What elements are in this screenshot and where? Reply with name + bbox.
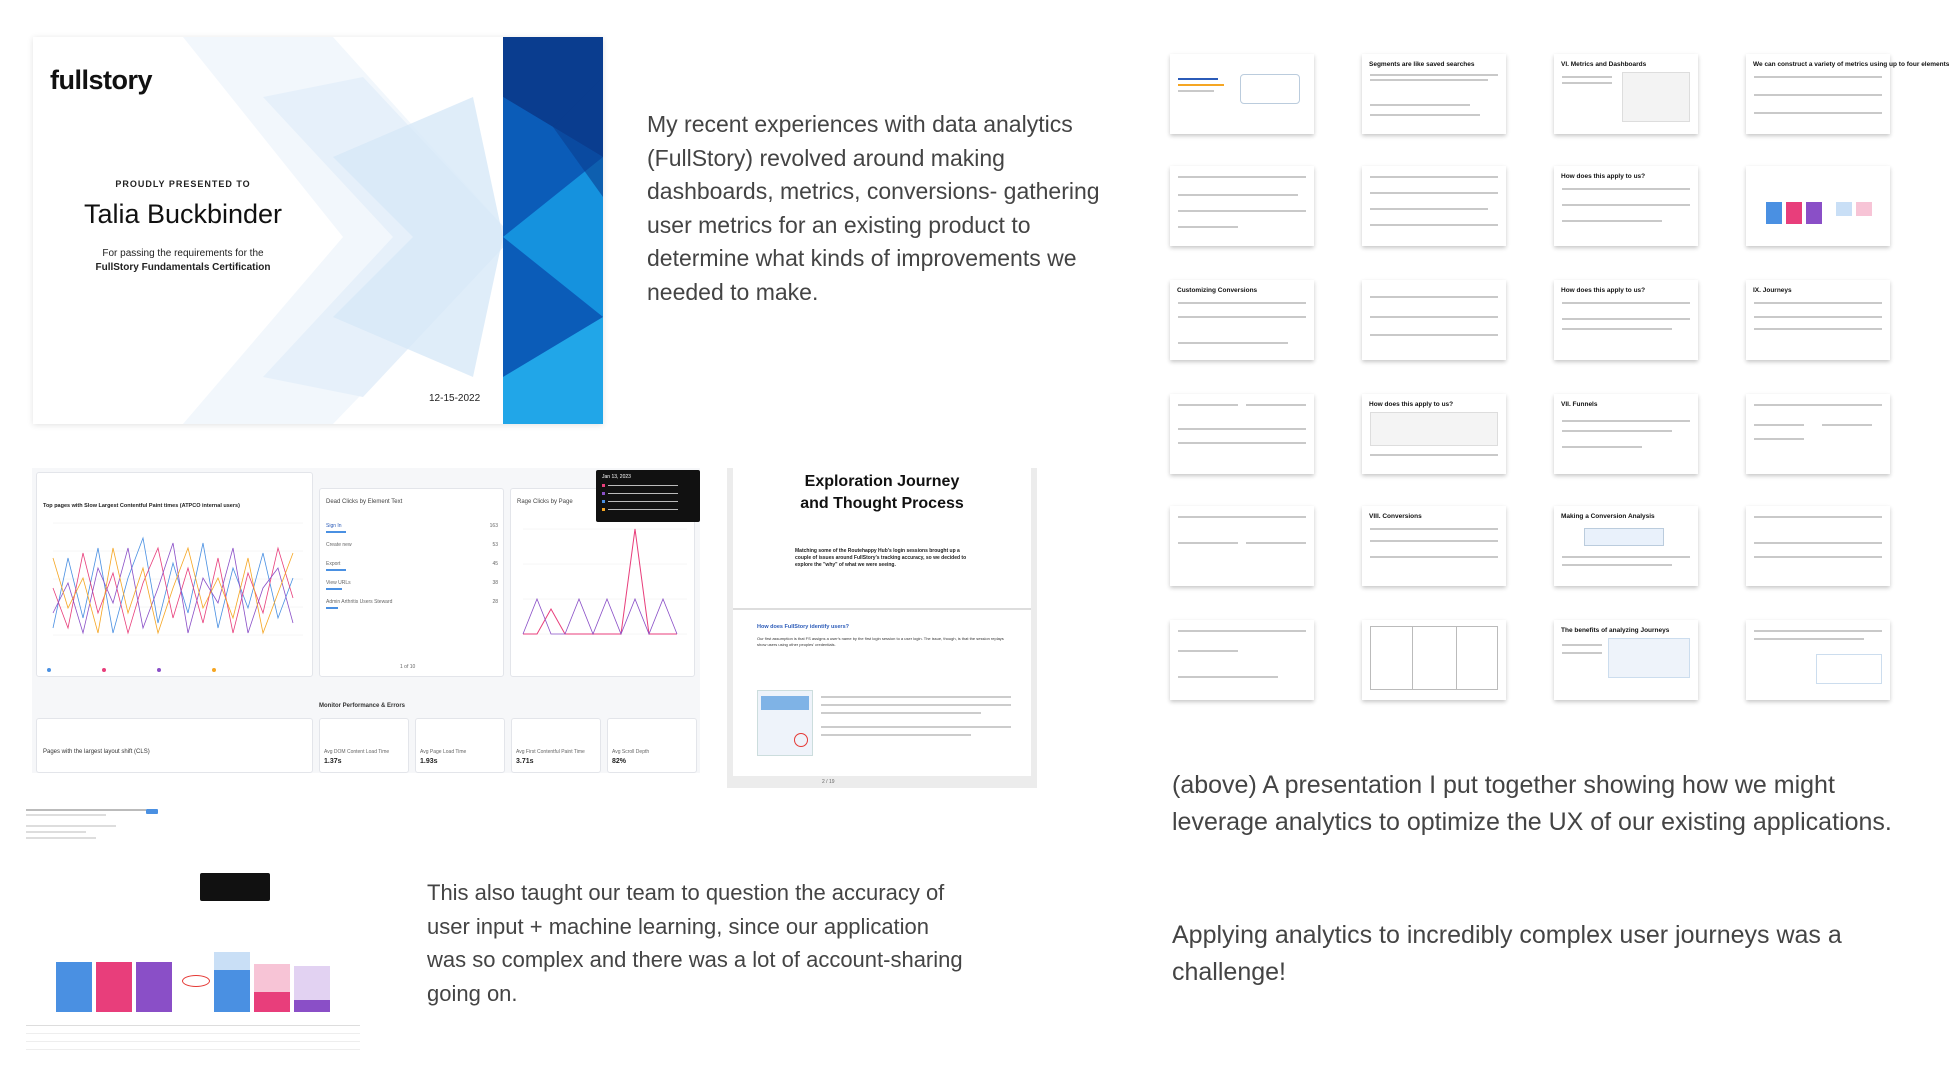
slide-thumbnail[interactable]: How does this apply to us? <box>1362 394 1506 474</box>
dead-click-row: Create new 53 <box>326 542 498 548</box>
rage-clicks-title: Rage Clicks by Page <box>517 499 573 505</box>
slide-question: How does FullStory identify users? <box>757 624 849 630</box>
dead-clicks-list <box>326 523 498 618</box>
lcp-line-chart <box>43 518 308 668</box>
challenge-text: Applying analytics to incredibly complex user journeys was a challenge! <box>1172 921 1842 986</box>
slide-thumbnail[interactable]: IX. Journeys <box>1746 280 1890 360</box>
slide-screenshot <box>757 690 813 756</box>
lcp-legend <box>47 668 307 672</box>
dead-clicks-card <box>319 488 504 677</box>
slide-thumbnail[interactable] <box>1746 620 1890 700</box>
exploration-slide <box>727 468 1037 788</box>
slide-thumbnail[interactable]: How does this apply to us? <box>1554 280 1698 360</box>
slide-thumbnail[interactable] <box>1746 166 1890 246</box>
perf-metric-card: Avg Page Load Time 1.93s <box>415 718 505 773</box>
dead-click-row: View URLs 38 <box>326 580 498 599</box>
dead-clicks-title: Dead Clicks by Element Text <box>326 499 403 505</box>
rage-clicks-tooltip: Jan 13, 2023 <box>596 470 700 522</box>
slide-thumbnail[interactable] <box>1170 394 1314 474</box>
presentation-note-text: (above) A presentation I put together showing how we might leverage analytics to optimize the UX of our existing applications. <box>1172 771 1892 836</box>
cls-title: Pages with the largest layout shift (CLS) <box>43 749 150 755</box>
perf-metric-card: Avg DOM Content Load Time 1.37s <box>319 718 409 773</box>
slide-thumbnail[interactable] <box>1362 620 1506 700</box>
slide-intro: Matching some of the Routehappy Hub's login sessions brought up a couple of issues around FullStory's tracking accuracy, so we decided to explore the "why" of what we were seeing. <box>795 548 967 568</box>
recipient-name: Talia Buckbinder <box>83 199 283 229</box>
slide-page <box>733 468 1031 776</box>
cert-program: FullStory Fundamentals Certification <box>95 262 271 273</box>
perf-section-title: Monitor Performance & Errors <box>319 703 406 709</box>
slide-thumbnail[interactable] <box>1170 54 1314 134</box>
lcp-chart-title: Top pages with Slow Largest Contentful Paint times (ATPCO internal users) <box>43 503 240 509</box>
slide-body: Our first assumption is that FS assigns a user's name by the first login session to a user login. The issue, though, is that the session replays show users using other peoples' credentials. <box>757 636 1004 647</box>
slide-pager[interactable]: 2 / 19 <box>822 779 835 785</box>
slide-thumbnail[interactable]: The benefits of analyzing Journeys <box>1554 620 1698 700</box>
slide-thumbnail[interactable]: We can construct a variety of metrics using up to four elements <box>1746 54 1890 134</box>
slide-thumbnail[interactable]: How does this apply to us? <box>1554 166 1698 246</box>
slide-thumbnail[interactable]: VII. Funnels <box>1554 394 1698 474</box>
slide-thumbnail[interactable]: Customizing Conversions <box>1170 280 1314 360</box>
bar-chart-right <box>202 917 362 1012</box>
bar-chart-left <box>26 917 176 1012</box>
dead-click-row: Sign In 163 <box>326 523 498 542</box>
slide-thumbnail[interactable] <box>1362 166 1506 246</box>
dead-click-row: Export 45 <box>326 561 498 580</box>
slide-title: Exploration Journey and Thought Process <box>800 473 964 512</box>
highlight-circle <box>182 975 210 987</box>
slide-thumbnail[interactable]: VIII. Conversions <box>1362 506 1506 586</box>
perf-metric-card: Avg Scroll Depth 82% <box>607 718 697 773</box>
cls-card <box>36 718 313 773</box>
slide-thumbnail[interactable] <box>1746 394 1890 474</box>
slide-thumbnail[interactable] <box>1746 506 1890 586</box>
slide-thumbnail[interactable] <box>1170 506 1314 586</box>
fullstory-experience-text: My recent experiences with data analytics (FullStory) revolved around making dashboards, metrics, conversions- gathering user metrics for an existing product to determine what kinds of improvements we needed to make. <box>647 111 1100 305</box>
cert-date: 12-15-2022 <box>429 393 481 404</box>
slide-thumbnail[interactable]: Segments are like saved searches <box>1362 54 1506 134</box>
slide-thumbnail[interactable] <box>1170 166 1314 246</box>
presented-label: PROUDLY PRESENTED TO <box>115 179 251 189</box>
slide-thumbnail[interactable] <box>1362 280 1506 360</box>
slide-thumbnail[interactable]: Making a Conversion Analysis <box>1554 506 1698 586</box>
perf-metric-card: Avg First Contentful Paint Time 3.71s <box>511 718 601 773</box>
lcp-chart-card <box>36 472 313 677</box>
cert-reason: For passing the requirements for the <box>102 248 264 259</box>
dashboard-screenshot <box>32 468 700 773</box>
team-lesson-text: This also taught our team to question the accuracy of user input + machine learning, since our application was so complex and there was a lot of account-sharing going on. <box>427 880 963 1006</box>
rage-clicks-chart <box>517 519 689 649</box>
conversion-tooltip <box>200 873 270 901</box>
dead-click-row: Admin Arthritis Users Steward 28 <box>326 599 498 618</box>
presentation-thumbnails <box>1170 54 1949 704</box>
fullstory-logo: fullstory <box>50 65 153 95</box>
slide-thumbnail[interactable]: VI. Metrics and Dashboards <box>1554 54 1698 134</box>
dead-clicks-pagination[interactable]: 1 of 10 <box>400 664 416 670</box>
conversion-analysis-screenshot <box>22 805 364 1057</box>
certificate <box>33 37 603 424</box>
slide-thumbnail[interactable] <box>1170 620 1314 700</box>
